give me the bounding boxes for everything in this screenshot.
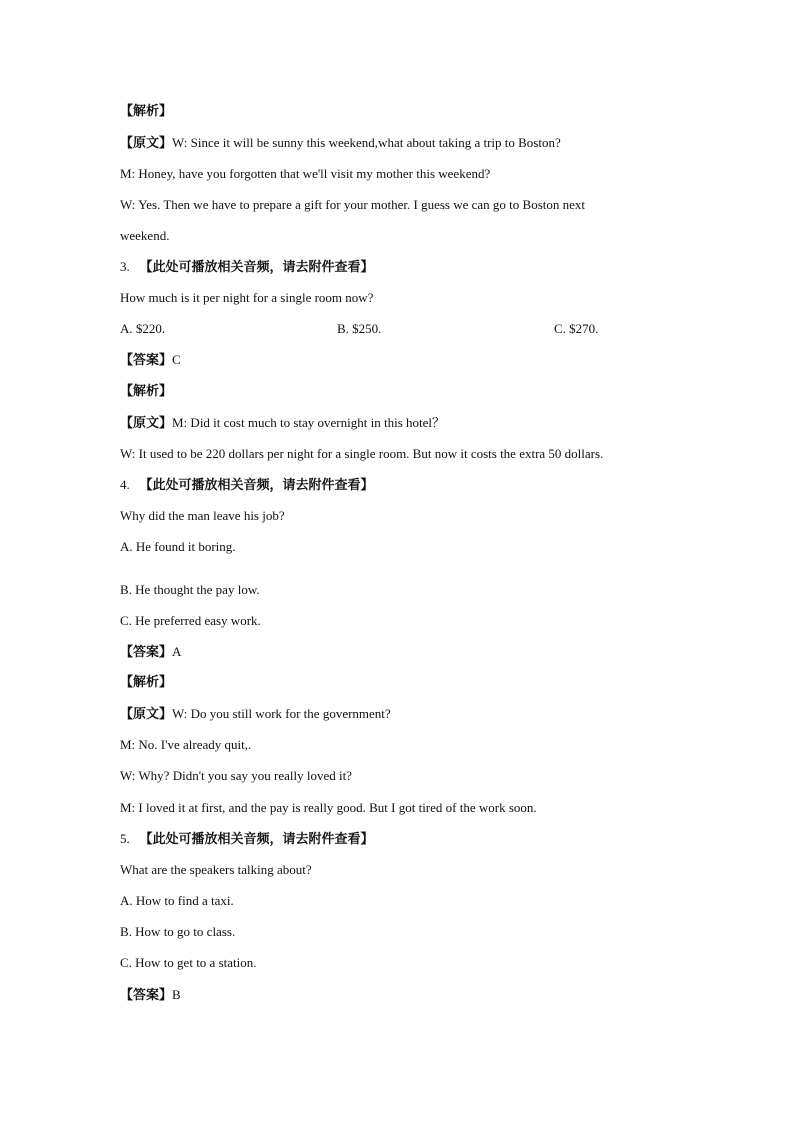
answer-tag: 【答案】 — [120, 353, 173, 368]
transcript-line: W: It used to be 220 dollars per night for a single room. But now it costs the extra 50 dollars. — [120, 446, 604, 461]
transcript-line: W: Yes. Then we have to prepare a gift for your mother. I guess we can go to Boston next — [120, 197, 586, 212]
answer-tag: 【答案】 — [120, 645, 173, 660]
question-number: 5. — [120, 831, 130, 846]
analysis-label: 【解析】 — [120, 384, 173, 399]
question-header-5 — [120, 831, 374, 848]
answer-line — [120, 987, 181, 1004]
transcript-line: M: Honey, have you forgotten that we'll visit my mother this weekend? — [120, 166, 491, 181]
option-c: C. $270. — [554, 321, 599, 336]
option-a: A. How to find a taxi. — [120, 893, 234, 908]
transcript-line — [120, 135, 561, 152]
question-header-4 — [120, 477, 374, 494]
audio-note[interactable]: 【此处可播放相关音频，请去附件查看】 — [139, 478, 374, 493]
answer-line — [120, 644, 181, 661]
audio-note[interactable]: 【此处可播放相关音频，请去附件查看】 — [139, 260, 374, 275]
question-number: 3. — [120, 259, 130, 274]
transcript-tag: 【原文】 — [120, 707, 173, 722]
transcript-tag: 【原文】 — [120, 136, 173, 151]
audio-note[interactable]: 【此处可播放相关音频，请去附件查看】 — [139, 832, 374, 847]
transcript-line — [120, 706, 391, 723]
option-c: C. He preferred easy work. — [120, 613, 261, 628]
transcript-line: weekend. — [120, 228, 170, 243]
transcript-line: W: Why? Didn't you say you really loved it? — [120, 768, 352, 783]
answer-value: B — [172, 987, 181, 1002]
question-text: How much is it per night for a single room now? — [120, 290, 374, 305]
transcript-line: M: I loved it at first, and the pay is really good. But I got tired of the work soon. — [120, 800, 537, 815]
transcript-text: M: Did it cost much to stay overnight in this hotel？ — [172, 415, 445, 430]
transcript-tag: 【原文】 — [120, 416, 173, 431]
option-a: A. $220. — [120, 321, 166, 336]
transcript-text: W: Since it will be sunny this weekend,what about taking a trip to Boston? — [172, 135, 561, 150]
answer-value: C — [172, 352, 181, 367]
option-b: B. $250. — [337, 321, 382, 336]
option-a: A. He found it boring. — [120, 539, 236, 554]
transcript-text: W: Do you still work for the government? — [172, 706, 391, 721]
question-text: Why did the man leave his job? — [120, 508, 285, 523]
answer-value: A — [172, 644, 182, 659]
question-header-3 — [120, 259, 374, 276]
question-text: What are the speakers talking about? — [120, 862, 312, 877]
answer-tag: 【答案】 — [120, 988, 173, 1003]
transcript-line: M: No. I've already quit,. — [120, 737, 252, 752]
transcript-line — [120, 415, 445, 432]
analysis-label: 【解析】 — [120, 675, 173, 690]
analysis-label: 【解析】 — [120, 104, 173, 119]
answer-line — [120, 352, 181, 369]
option-b: B. How to go to class. — [120, 924, 236, 939]
option-c: C. How to get to a station. — [120, 955, 257, 970]
option-b: B. He thought the pay low. — [120, 582, 260, 597]
question-number: 4. — [120, 477, 130, 492]
